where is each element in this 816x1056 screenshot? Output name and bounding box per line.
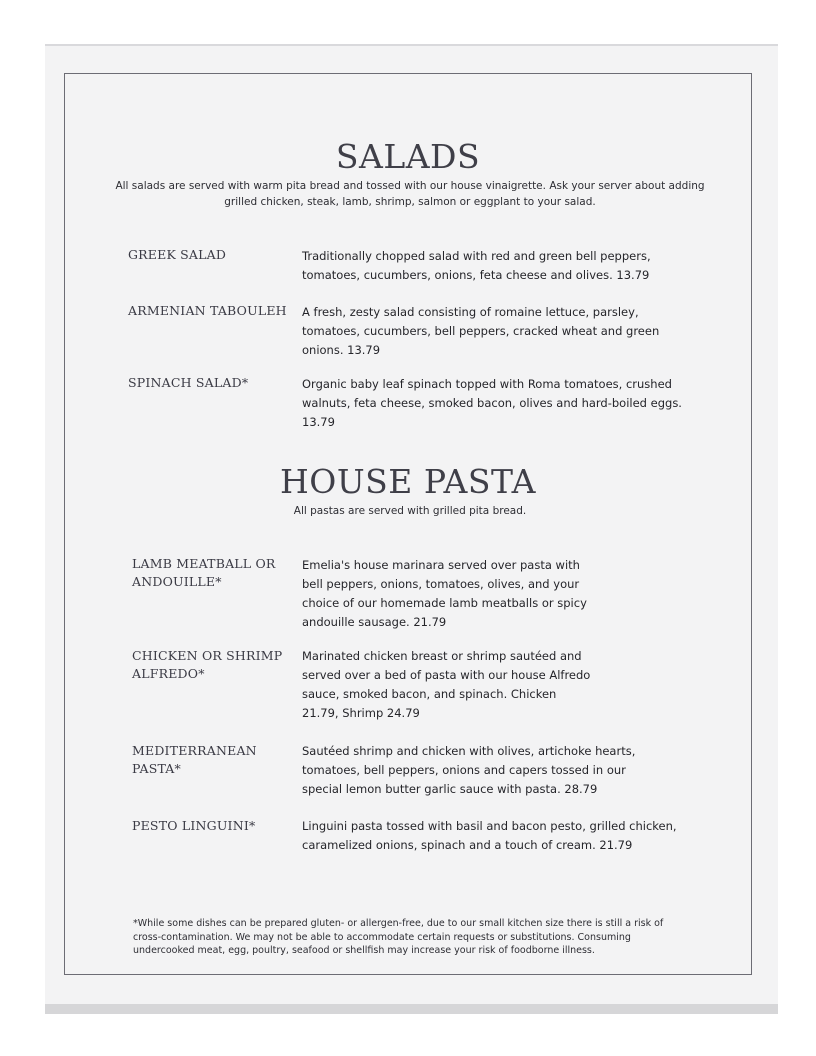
menu-item-name-spinach-salad: SPINACH SALAD* [128, 375, 249, 390]
menu-item-desc-lamb-meatball: Emelia's house marinara served over pasta with bell peppers, onions, tomatoes, olives, and your choice of our homemade lamb meatballs or spicy andouille sausage. 21.79 [302, 558, 587, 629]
menu-item-name-mediterranean-pasta: MEDITERRANEAN PASTA* [132, 743, 257, 776]
menu-item-name-chicken-shrimp-alfredo: CHICKEN OR SHRIMP ALFREDO* [132, 648, 283, 681]
menu-item-name-armenian-tabouleh: ARMENIAN TABOULEH [128, 303, 287, 318]
menu-item-desc-spinach-salad: Organic baby leaf spinach topped with Roma tomatoes, crushed walnuts, feta cheese, smoked bacon, olives and hard-boiled eggs. 13.79 [302, 377, 682, 429]
menu-item-name-pesto-linguini: PESTO LINGUINI* [132, 818, 256, 833]
salads-intro: All salads are served with warm pita bread and tossed with our house vinaigrette. Ask your server about adding grilled chicken, steak, lamb, shrimp, salmon or eggplant to your salad. [115, 180, 705, 208]
menu-item-desc-greek-salad: Traditionally chopped salad with red and green bell peppers, tomatoes, cucumbers, onions, feta cheese and olives. 13.79 [302, 249, 651, 282]
allergen-footnote: *While some dishes can be prepared gluten- or allergen-free, due to our small kitchen size there is still a risk of cross-contamination. We may not be able to accommodate certain requests or substitutions. Consuming undercooked meat, egg, poultry, seafood or shellfish may increase your risk of foodborne illness. [133, 918, 664, 956]
house-pasta-intro: All pastas are served with grilled pita bread. [293, 505, 527, 517]
salads-heading: SALADS [335, 137, 481, 176]
menu-item-desc-chicken-shrimp-alfredo: Marinated chicken breast or shrimp sautéed and served over a bed of pasta with our house Alfredo sauce, smoked bacon, and spinach. Chicken 21.79, Shrimp 24.79 [302, 649, 591, 720]
menu-item-name-greek-salad: GREEK SALAD [128, 247, 227, 262]
menu-item-name-lamb-meatball: LAMB MEATBALL OR ANDOUILLE* [132, 556, 276, 589]
menu-item-desc-armenian-tabouleh: A fresh, zesty salad consisting of romaine lettuce, parsley, tomatoes, cucumbers, bell peppers, cracked wheat and green onions. 13.79 [302, 305, 660, 357]
house-pasta-heading: HOUSE PASTA [280, 462, 536, 501]
menu-item-desc-mediterranean-pasta: Sautéed shrimp and chicken with olives, artichoke hearts, tomatoes, bell peppers, onions and capers tossed in our special lemon butter garlic sauce with pasta. 28.79 [302, 744, 636, 796]
menu-item-desc-pesto-linguini: Linguini pasta tossed with basil and bacon pesto, grilled chicken, caramelized onions, spinach and a touch of cream. 21.79 [302, 819, 677, 852]
page-edge-shadow [45, 1004, 778, 1014]
